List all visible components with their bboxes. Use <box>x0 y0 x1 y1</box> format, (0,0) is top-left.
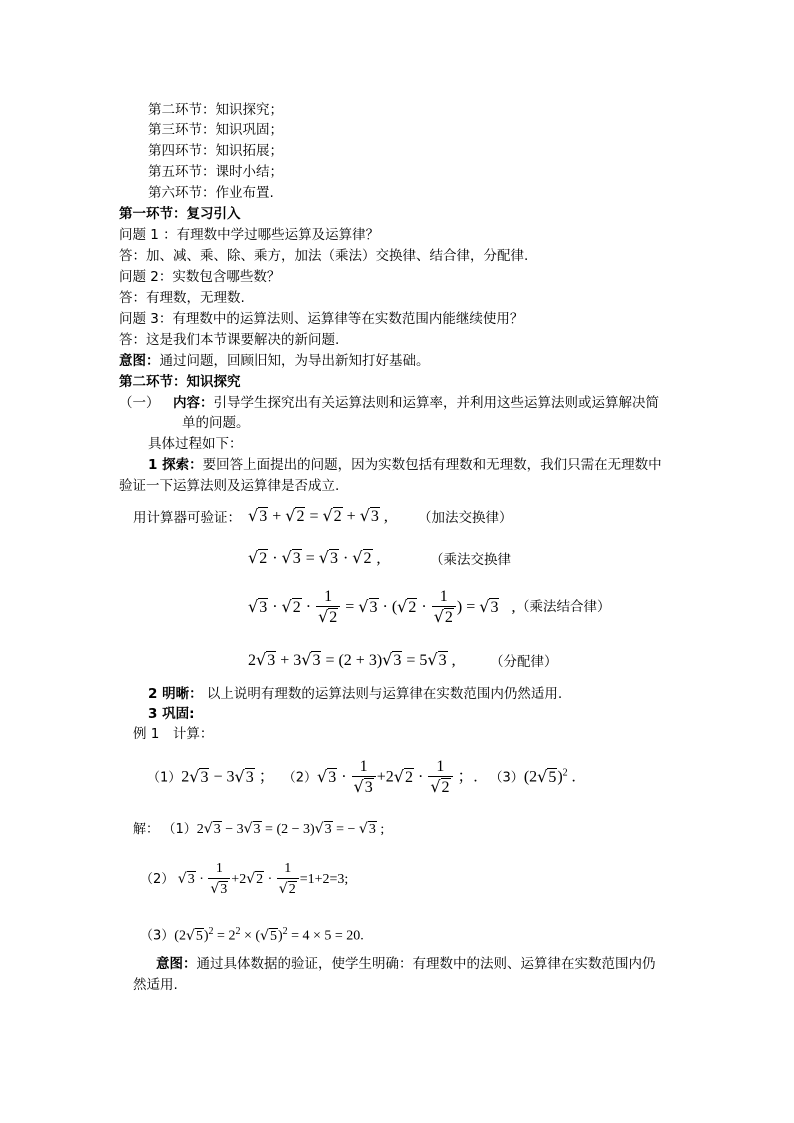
section-heading: 第二环节：知识探究 <box>119 374 241 390</box>
intent-line-1 <box>156 955 656 973</box>
explore-label: 1 探索： <box>148 457 203 473</box>
solution-number: （2） <box>140 872 175 888</box>
solution-3: $(3)(2√5)^2 = 2^2 \times (√5)^2 = 4 \times 5 = 20$. <box>140 926 364 944</box>
intent-paragraph <box>119 352 430 370</box>
content-prefix: （一） <box>119 395 160 411</box>
outline-item: 第六环节：作业布置. <box>148 185 274 201</box>
formula-add-commutative: √3 + √2 = √2 + √3 , <box>248 506 388 525</box>
intent-label: 意图： <box>119 353 160 369</box>
question-2: 问题 2：实数包含哪些数？ <box>119 269 281 285</box>
solution-2: （2） √3 · $\frac{1}{√3}$ +2√2 · $\frac{1}{√2}$ =1+2=3; <box>140 860 348 900</box>
law-label: （乘法结合律） <box>516 599 611 615</box>
explore-line-2: 验证一下运算法则及运算律是否成立. <box>119 478 340 494</box>
consolidate-label: 3 巩固: <box>148 706 195 722</box>
intent-label: 意图： <box>156 956 197 972</box>
question-1: 问题 1 ：有理数中学过哪些运算及运算律？ <box>119 227 380 243</box>
explore-line-1 <box>148 456 662 474</box>
content-label: 内容： <box>173 395 214 411</box>
problem-number: （3） <box>489 770 524 786</box>
outline-item: 第三环节：知识巩固； <box>148 122 283 138</box>
content-line-1 <box>119 394 659 412</box>
clarify-paragraph <box>148 685 562 703</box>
formula-mul-associative: √3 · √2 · $\frac{1}{√2}$ = √3 · (√2 · $\frac{1}{√2}$ ) = √3 , <box>248 588 516 626</box>
content-text: 引导学生探究出有关运算法则和运算率，并利用这些运算法则或运算解决简 <box>213 395 659 411</box>
answer-2: 答：有理数，无理数. <box>119 290 245 306</box>
problem-number: （2） <box>282 770 318 786</box>
answer-3: 答：这是我们本节课要解决的新问题. <box>119 332 340 348</box>
example-problems: （1）2√3 − 3√3 ； （2）√3 · $\frac{1}{√3}$ +2√2 · $\frac{1}{√2}$ ；. $(3)(2√5)^2$ . <box>147 758 576 796</box>
clarify-text: 以上说明有理数的运算法则与运算律在实数范围内仍然适用. <box>206 686 563 702</box>
law-label: （乘法交换律 <box>430 552 511 568</box>
answer-1: 答：加、减、乘、除、乘方，加法（乘法）交换律、结合律，分配律. <box>119 248 529 264</box>
formula-mul-commutative: √2 · √3 = √3 · √2 , <box>248 548 381 567</box>
explore-text: 要回答上面提出的问题，因为实数包括有理数和无理数，我们只需在无理数中 <box>202 457 662 473</box>
intent-line-2: 然适用. <box>133 977 178 993</box>
law-label: （加法交换律） <box>418 510 513 526</box>
solution-number: （1） <box>162 822 197 837</box>
outline-item: 第四环节：知识拓展； <box>148 143 283 159</box>
problem-number: （1） <box>147 770 182 786</box>
clarify-label: 2 明晰： <box>148 686 203 702</box>
solution-number: （3） <box>140 928 175 944</box>
process-intro: 具体过程如下： <box>148 436 243 452</box>
law-label: （分配律） <box>490 654 558 670</box>
intent-text: 通过问题，回顾旧知，为导出新知打好基础。 <box>159 353 430 369</box>
example-label: 例 1 计算： <box>133 726 214 742</box>
solution-1: 解： （1）2√3 − 3√3 = (2 − 3)√3 = − √3 ; <box>133 821 385 837</box>
verify-intro: 用计算器可验证： <box>133 510 241 526</box>
section-heading: 第一环节：复习引入 <box>119 206 241 222</box>
question-3: 问题 3：有理数中的运算法则、运算律等在实数范围内能继续使用？ <box>119 311 524 327</box>
intent-text: 通过具体数据的验证，使学生明确：有理数中的法则、运算律在实数范围内仍 <box>196 956 656 972</box>
outline-item: 第五环节：课时小结； <box>148 164 283 180</box>
outline-item: 第二环节：知识探究； <box>148 102 283 118</box>
content-line-2: 单的问题。 <box>182 415 250 431</box>
solution-label: 解： <box>133 822 160 837</box>
formula-distributive: 2√3 + 3√3 = (2 + 3)√3 = 5√3 , <box>248 650 456 669</box>
